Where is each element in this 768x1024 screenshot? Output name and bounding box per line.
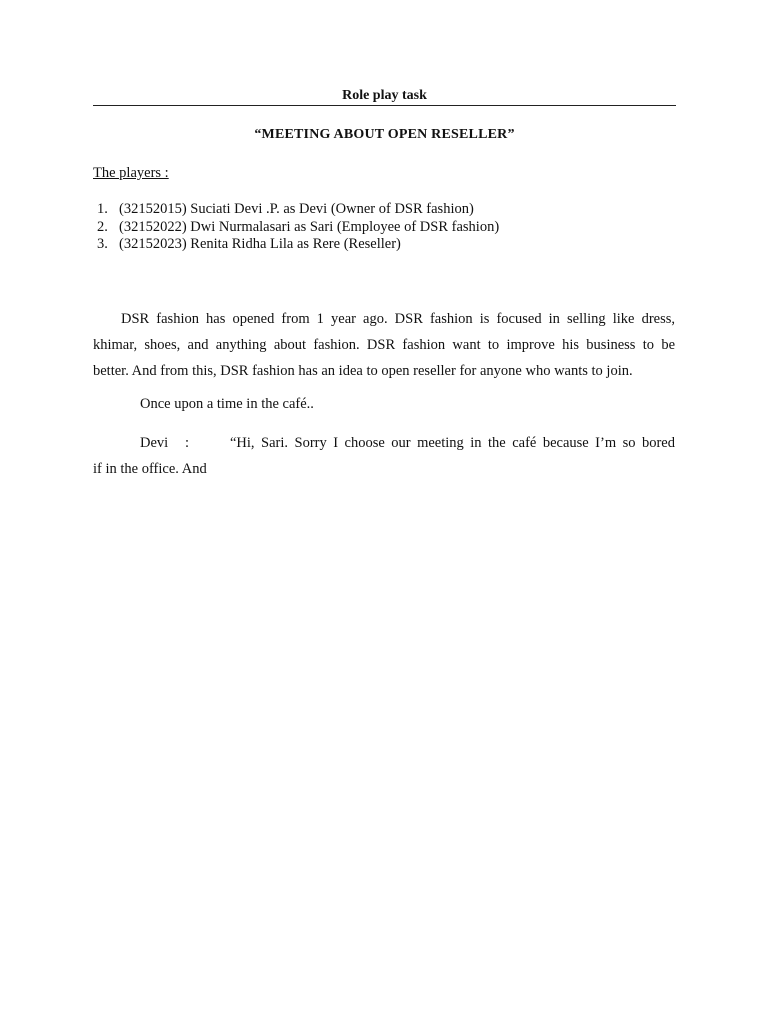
players-heading: The players : (93, 165, 169, 181)
list-item-text: (32152015) Suciati Devi .P. as Devi (Owner of DSR fashion) (119, 201, 474, 217)
list-item-text: (32152023) Renita Ridha Lila as Rere (Reseller) (119, 236, 401, 252)
dialog-block (93, 430, 675, 482)
dialog-speech: “Hi, Sari. Sorry I choose our meeting in the café because I’m so bored (230, 435, 675, 451)
players-list (97, 201, 499, 254)
list-item-number: 3. (97, 236, 108, 252)
document-title: “MEETING ABOUT OPEN RESELLER” (254, 127, 515, 142)
dialog-colon: : (185, 435, 190, 451)
list-item-text: (32152022) Dwi Nurmalasari as Sari (Employee of DSR fashion) (119, 218, 500, 235)
list-item-number: 2. (97, 218, 108, 235)
intro-line: better. And from this, DSR fashion has an idea to open reseller for anyone who wants to join. (93, 363, 633, 379)
list-item (97, 219, 499, 237)
list-item-number: 1. (97, 201, 108, 217)
header-title: Role play task (342, 88, 427, 103)
intro-line: khimar, shoes, and anything about fashion. DSR fashion want to improve his business to be (93, 337, 675, 353)
header-divider (93, 105, 676, 106)
list-item (97, 236, 499, 254)
dialog-speech-continued: if in the office. And (93, 461, 207, 477)
intro-paragraph (93, 306, 675, 384)
dialog-speaker: Devi (140, 435, 169, 451)
dialog-first-line (93, 430, 675, 456)
scene-description: Once upon a time in the café.. (140, 396, 314, 412)
list-item (97, 201, 499, 219)
intro-line: DSR fashion has opened from 1 year ago. DSR fashion is focused in selling like dress, (121, 311, 675, 327)
